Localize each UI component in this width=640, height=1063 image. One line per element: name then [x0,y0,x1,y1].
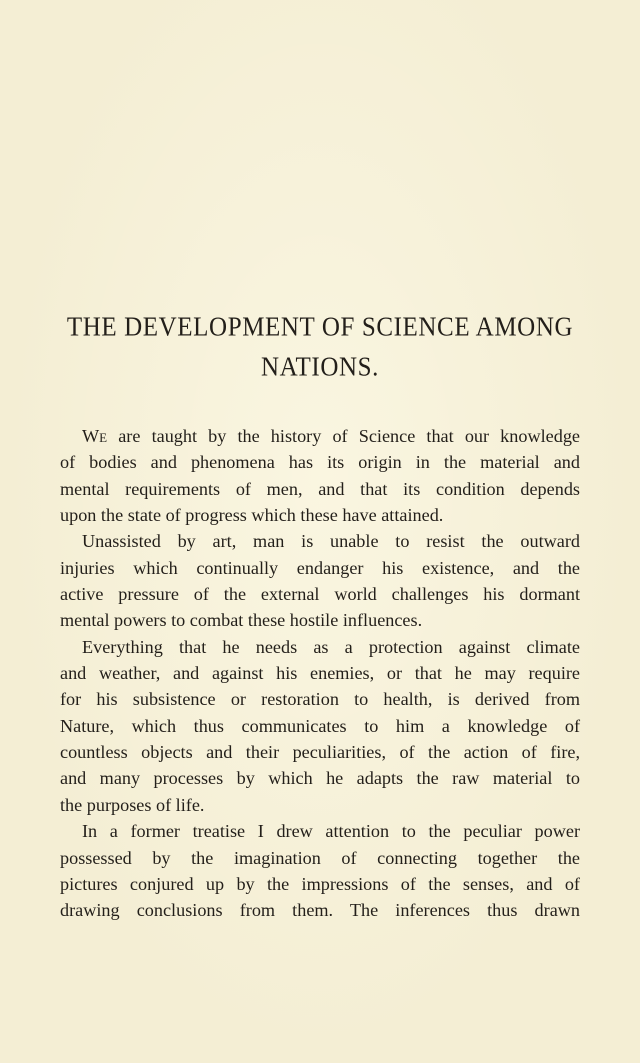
text-line-content: mental powers to combat these hostile influences. [60,610,423,631]
text-line-content: the purposes of life. [60,794,205,815]
chapter-title [40,308,600,388]
body-text [60,423,580,924]
text-line [60,581,580,607]
text-line-content: injuries which continually endanger his existence, and the [60,557,580,578]
text-line-content: for his subsistence or restoration to health, is derived from [60,689,580,710]
text-line-content: and weather, and against his enemies, or that he may require [60,663,580,684]
opening-word: We [82,426,108,446]
text-line [60,871,580,897]
text-line-content: Nature, which thus communicates to him a knowledge of [60,715,580,736]
text-line [60,449,580,475]
text-line-content: upon the state of progress which these have attained. [60,505,444,526]
text-line [60,555,580,581]
text-line-content: pictures conjured up by the impressions of the senses, and of [60,873,580,894]
text-line [60,818,580,844]
text-line [60,634,580,660]
text-line [60,607,580,633]
chapter-title-line-1: THE DEVELOPMENT OF SCIENCE AMONG [66,312,574,343]
text-line [60,502,580,528]
text-line [60,660,580,686]
text-line-content: of bodies and phenomena has its origin in the material and [60,452,580,473]
text-line-content: active pressure of the external world challenges his dormant [60,584,580,605]
text-line-content: countless objects and their peculiarities, of the action of fire, [60,742,580,763]
chapter-title-line-2: NATIONS. [261,352,379,383]
text-line [60,739,580,765]
text-line [60,845,580,871]
text-line [60,792,580,818]
text-line [60,686,580,712]
text-line [60,528,580,554]
text-line-content: possessed by the imagination of connecting together the [60,847,580,868]
text-line [60,423,580,449]
text-line [60,476,580,502]
text-line-content: are taught by the history of Science that our knowledge [107,426,580,446]
text-line-content: In a former treatise I drew attention to the peculiar power [82,821,580,842]
text-line-content: Everything that he needs as a protection against climate [82,636,580,657]
text-line [60,765,580,791]
text-line-content: and many processes by which he adapts the raw material to [60,768,580,789]
text-line [60,897,580,923]
text-line-content: Unassisted by art, man is unable to resist the outward [82,531,580,552]
text-line-content: mental requirements of men, and that its condition depends [60,478,580,499]
text-line-content: drawing conclusions from them. The inferences thus drawn [60,900,580,921]
text-line [60,713,580,739]
